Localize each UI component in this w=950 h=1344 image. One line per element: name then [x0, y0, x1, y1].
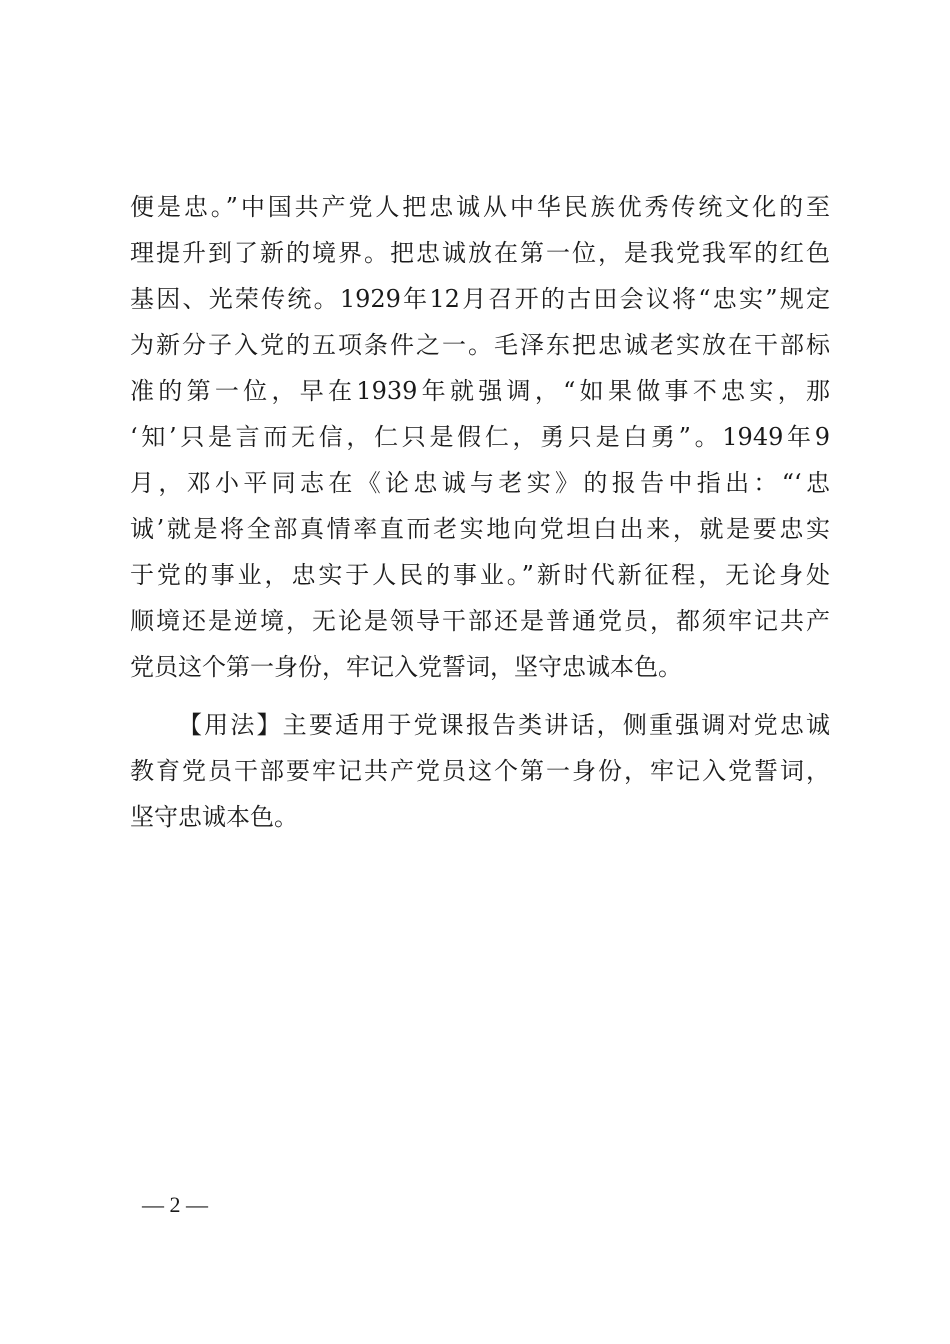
- paragraph-usage: [130, 702, 830, 840]
- body-text: [130, 184, 830, 840]
- paragraph-loyalty-history: [130, 184, 830, 690]
- text-line: 理提升到了新的境界。把忠诚放在第一位，是我党我军的红色: [130, 239, 830, 267]
- text-line: 坚守忠诚本色。: [130, 803, 298, 831]
- text-line: 月，邓小平同志在《论忠诚与老实》的报告中指出：“‘忠: [130, 469, 830, 497]
- text-line: 于党的事业，忠实于人民的事业。”新时代新征程，无论身处: [130, 561, 830, 589]
- text-line: 便是忠。”中国共产党人把忠诚从中华民族优秀传统文化的至: [130, 193, 830, 221]
- text-line: 党员这个第一身份，牢记入党誓词，坚守忠诚本色。: [130, 653, 682, 681]
- text-line: 教育党员干部要牢记共产党员这个第一身份，牢记入党誓词，: [130, 757, 830, 785]
- text-line: 准的第一位，早在1939年就强调，“如果做事不忠实，那: [130, 377, 830, 405]
- text-line: 为新分子入党的五项条件之一。毛泽东把忠诚老实放在干部标: [130, 331, 830, 359]
- text-line: 基因、光荣传统。1929年12月召开的古田会议将“忠实”规定: [130, 285, 830, 313]
- text-line: 诚’就是将全部真情率直而老实地向党坦白出来，就是要忠实: [130, 515, 830, 543]
- text-line: 顺境还是逆境，无论是领导干部还是普通党员，都须牢记共产: [130, 607, 830, 635]
- page-number: — 2 —: [142, 1192, 208, 1217]
- text-line: 【用法】主要适用于党课报告类讲话，侧重强调对党忠诚: [178, 711, 830, 739]
- text-line: ‘知’只是言而无信，仁只是假仁，勇只是白勇”。1949年9: [130, 423, 830, 451]
